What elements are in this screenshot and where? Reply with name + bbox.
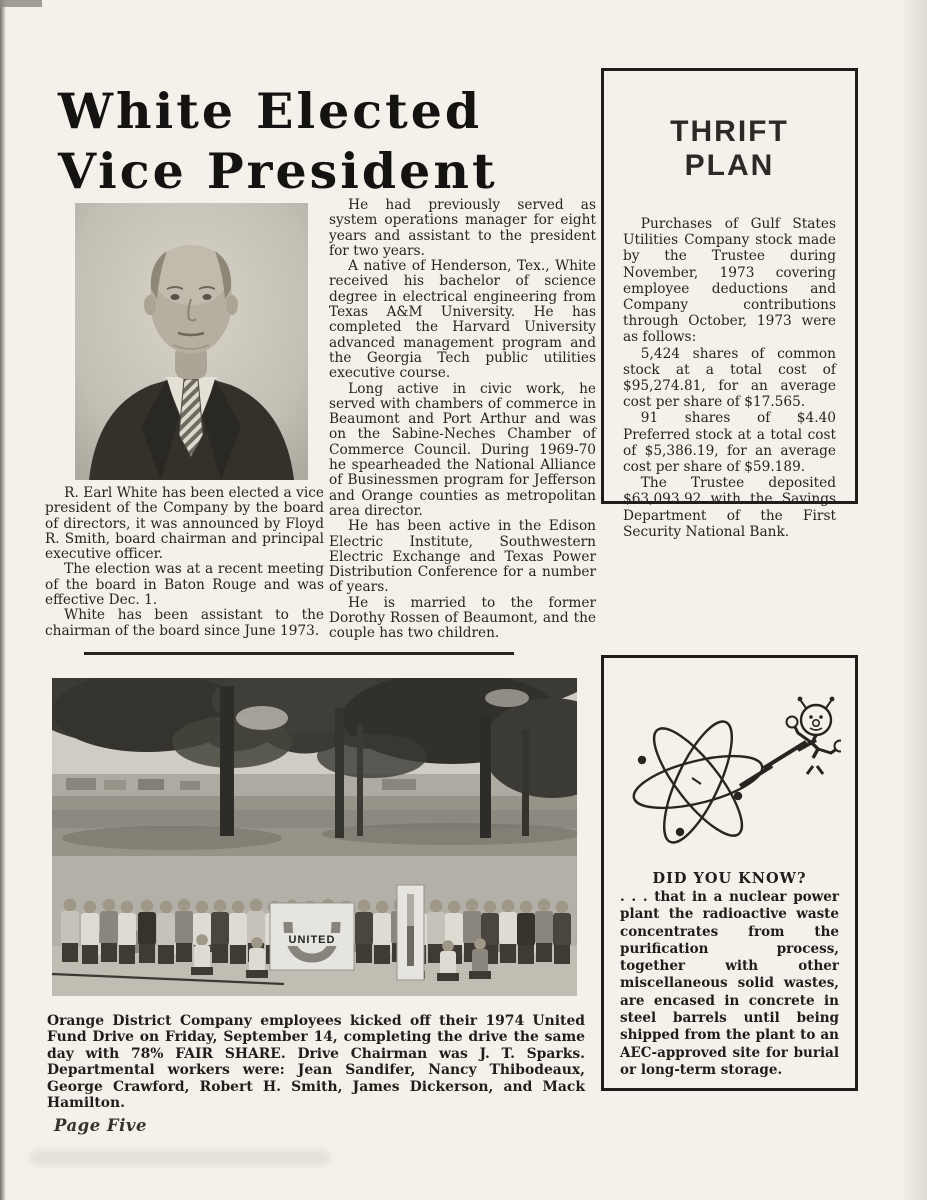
- scan-edge-artifact: [0, 0, 6, 1200]
- paragraph: 91 shares of $4.40 Preferred stock at a total cost of $5,386.19, for an average cost per share of $59.189.: [623, 410, 836, 476]
- did-you-know-body: . . . that in a nuclear power plant the radioactive waste concentrates from the purification process, together with other miscellaneous solid wastes, are encased in concrete in steel barrels until being shipped from the plant to an AEC-approved site for burial or long-term storage.: [620, 889, 839, 1078]
- paragraph: The Trustee deposited $63,093.92 with the Savings Department of the First Security National Bank.: [623, 475, 836, 540]
- paragraph: 5,424 shares of common stock at a total cost of $95,274.81, for an average cost per share of $17.565.: [623, 345, 836, 411]
- article-title: [58, 81, 578, 201]
- paragraph: He had previously served as system operations manager for eight years and assistant to the president for two years.: [329, 197, 596, 259]
- atom-reddy-kilowatt-illustration: [620, 664, 839, 856]
- paragraph: Long active in civic work, he served with chambers of commerce in Beaumont and Port Arthur and was on the Sabine-Neches Chamber of Commerce Council. During 1969-70 he spearheaded the National Alliance of Businessmen program for Jefferson and Orange counties as metropolitan area director.: [329, 380, 596, 519]
- group-photo-illustration: [52, 678, 577, 996]
- paragraph: He is married to the former Dorothy Rossen of Beaumont, and the couple has two children.: [329, 594, 596, 642]
- article-title-line2: Vice President: [58, 141, 498, 200]
- thrift-plan-box: [601, 68, 858, 540]
- scan-edge-artifact-right: [901, 0, 927, 1200]
- did-you-know-heading: DID YOU KNOW?: [652, 870, 807, 887]
- paragraph: A native of Henderson, Tex., White received his bachelor of science degree in electrical engineering from Texas A&M University. He has completed the Harvard University advanced management program and the Georgia Tech public utilities executive course.: [329, 258, 596, 382]
- article-title-line1: White Elected: [58, 81, 483, 140]
- page-number: Page Five: [54, 1116, 148, 1135]
- paragraph: The election was at a recent meeting of the board in Baton Rouge and was effective Dec. 1.: [45, 561, 324, 609]
- scan-corner-artifact: [0, 0, 42, 7]
- article-left-column: [45, 486, 324, 639]
- lightning-bolt-icon: [740, 740, 816, 786]
- portrait-illustration: [75, 203, 308, 480]
- paragraph: White has been assistant to the chairman of the board since June 1973.: [45, 607, 324, 639]
- group-photo-caption: Orange District Company employees kicked off their 1974 United Fund Drive on Friday, September 14, completing the drive the same day with 78% FAIR SHARE. Drive Chairman was J. T. Sparks. Departmental workers were: Jean Sandifer, Nancy Thibodeaux, George Crawford, Robert H. Smith, James Dickerson, and Mack Hamilton.: [47, 1013, 585, 1112]
- group-photo: [52, 678, 577, 996]
- portrait-photo: [75, 203, 308, 480]
- scan-smudge-artifact: [30, 1150, 330, 1166]
- thrift-plan-body: [623, 216, 836, 540]
- paragraph: Purchases of Gulf States Utilities Company stock made by the Trustee during November, 1973 covering employee deductions and Company contributions through October, 1973 were as follows:: [623, 216, 836, 346]
- paragraph: He has been active in the Edison Electric Institute, Southwestern Electric Exchange and Texas Power Distribution Conference for a number of years.: [329, 518, 596, 596]
- reddy-kilowatt-icon: [787, 697, 842, 774]
- article-middle-column: [329, 198, 596, 642]
- did-you-know-box: [601, 655, 858, 1091]
- united-sign-text: UNITED: [288, 934, 336, 946]
- atom-icon: [620, 664, 841, 856]
- paragraph: R. Earl White has been elected a vice president of the Company by the board of directors, it was announced by Floyd R. Smith, board chairman and principal executive officer.: [45, 485, 324, 563]
- section-divider: [84, 652, 514, 655]
- thrift-plan-heading: THRIFT PLAN: [670, 115, 789, 182]
